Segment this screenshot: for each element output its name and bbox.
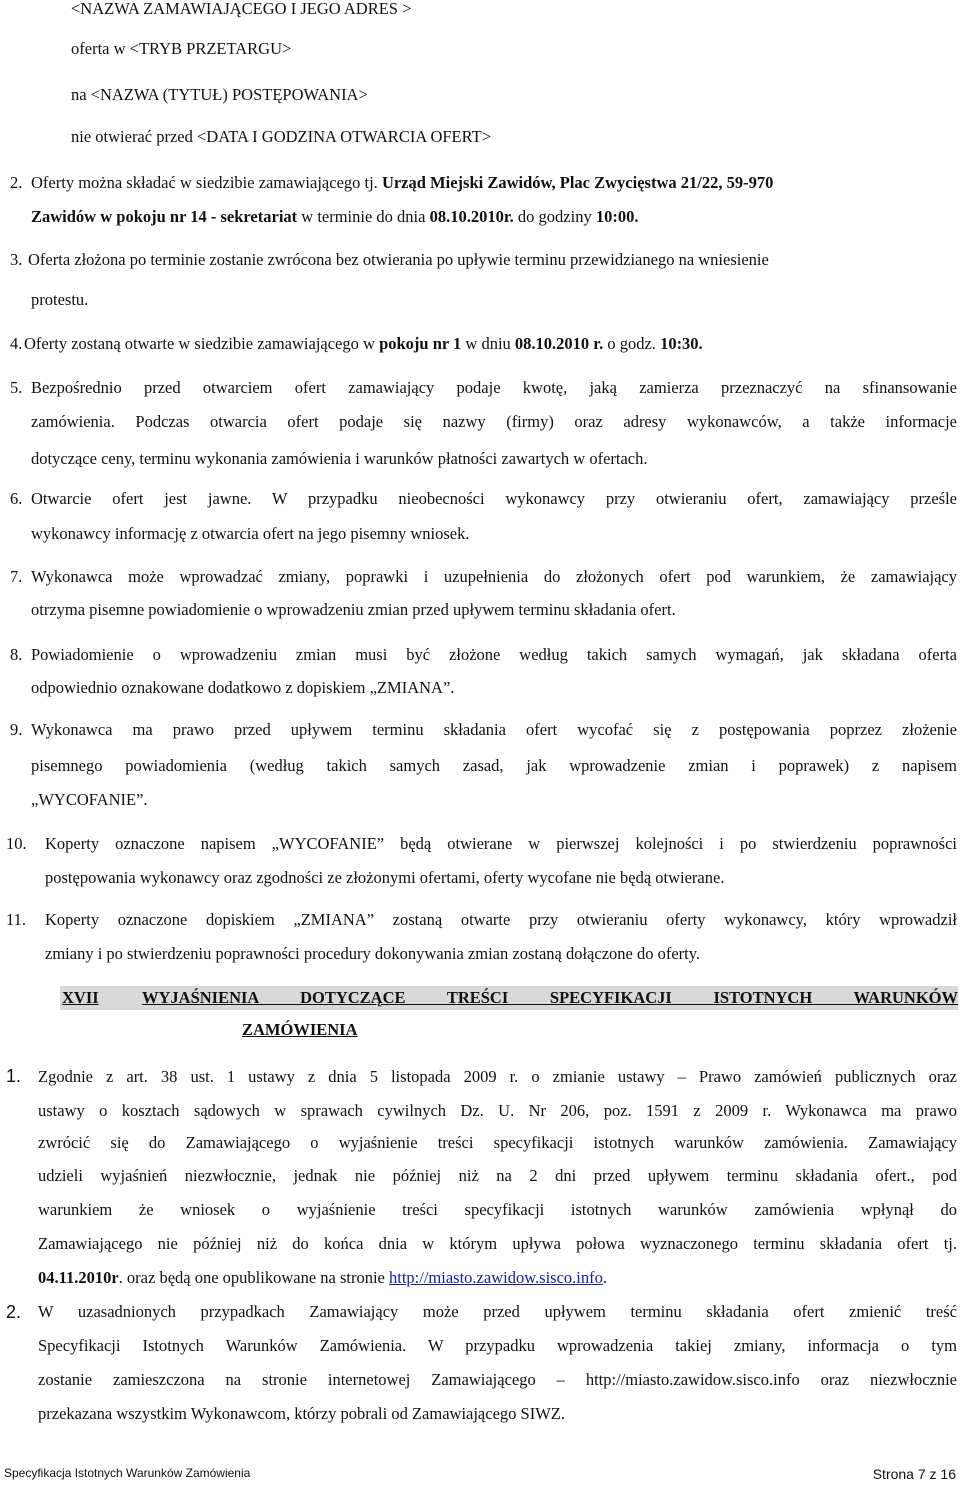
envelope-line-1: <NAZWA ZAMAWIAJĄCEGO I JEGO ADRES > [71, 0, 412, 18]
paragraph-line: Wykonawca może wprowadzać zmiany, poprawki i uzupełnienia do złożonych ofert pod warunkiem, że zamawiający [31, 567, 957, 586]
website-link[interactable]: http://miasto.zawidow.sisco.info [389, 1268, 603, 1287]
paragraph-line: odpowiednio oznakowane dodatkowo z dopiskiem „ZMIANA”. [31, 678, 455, 697]
item-number: 10. [6, 834, 27, 853]
section-title-continued: ZAMÓWIENIA [242, 1020, 358, 1039]
paragraph-line: Zgodnie z art. 38 ust. 1 ustawy z dnia 5 listopada 2009 r. o zmianie ustawy – Prawo zamówień publicznych oraz [38, 1067, 957, 1086]
section-title: WYJAŚNIENIA DOTYCZĄCE TREŚCI SPECYFIKACJI ISTOTNYCH WARUNKÓW [142, 988, 958, 1007]
paragraph-line: wykonawcy informację z otwarcia ofert na jego pisemny wniosek. [31, 524, 470, 543]
item-number: 7. [10, 567, 23, 586]
paragraph-line: warunkiem że wniosek o wyjaśnienie treści specyfikacji istotnych warunków zamówienia wpłynął do [38, 1200, 957, 1219]
item-number: 11. [6, 910, 27, 929]
paragraph-line: Koperty oznaczone dopiskiem „ZMIANA” zostaną otwarte przy otwieraniu oferty wykonawcy, który wprowadził [45, 910, 957, 929]
paragraph-line: Specyfikacji Istotnych Warunków Zamówienia. W przypadku wprowadzenia takiej zmiany, informacja o tym [38, 1336, 957, 1355]
paragraph-line: postępowania wykonawcy oraz zgodności ze złożonymi ofertami, oferty wycofane nie będą otwierane. [45, 868, 725, 887]
paragraph-line: Bezpośrednio przed otwarciem ofert zamawiający podaje kwotę, jaką zamierza przeznaczyć na sfinansowanie [31, 378, 957, 397]
item-number: 5. [10, 378, 23, 397]
paragraph-line: Zamawiającego nie później niż do końca dnia w którym upływa połowa wyznaczonego terminu składania ofert tj. [38, 1234, 957, 1253]
paragraph-line: zamówienia. Podczas otwarcia ofert podaje się nazwy (firmy) oraz adresy wykonawców, a także informacje [31, 412, 957, 431]
paragraph-line: W uzasadnionych przypadkach Zamawiający może przed upływem terminu składania ofert zmienić treść [38, 1302, 957, 1321]
paragraph-line: 04.11.2010r. oraz będą one opublikowane na stronie http://miasto.zawidow.sisco.info. [38, 1268, 607, 1287]
item-number: 1. [6, 1066, 22, 1086]
paragraph-line: dotyczące ceny, terminu wykonania zamówienia i warunków płatności zawartych w ofertach. [31, 449, 648, 468]
item-number: 2. [10, 173, 23, 192]
paragraph-line: „WYCOFANIE”. [31, 790, 148, 809]
paragraph-line: udzieli wyjaśnień niezwłocznie, jednak nie później niż na 2 dni przed upływem terminu składania ofert., pod [38, 1166, 957, 1185]
paragraph-line: Wykonawca ma prawo przed upływem terminu składania ofert wycofać się z postępowania poprzez złożenie [31, 720, 957, 739]
paragraph-line: Oferty zostaną otwarte w siedzibie zamawiającego w pokoju nr 1 w dniu 08.10.2010 r. o godz. 10:30. [24, 334, 703, 353]
paragraph-line: pisemnego powiadomienia (według takich samych zasad, jak wprowadzenie zmian i poprawek) z napisem [31, 756, 957, 775]
item-number: 6. [10, 489, 23, 508]
item-number: 9. [10, 720, 23, 739]
paragraph-line: zwrócić się do Zamawiającego o wyjaśnienie treści specyfikacji istotnych warunków zamówienia. Zamawiający [38, 1133, 957, 1152]
paragraph-line: protestu. [31, 290, 89, 309]
section-number: XVII [62, 988, 99, 1007]
paragraph-line: Oferta złożona po terminie zostanie zwrócona bez otwierania po upływie terminu przewidzianego na wniesienie [28, 250, 769, 269]
paragraph-line: zostanie zamieszczona na stronie internetowej Zamawiającego – http://miasto.zawidow.sisco.info oraz niezwłocznie [38, 1370, 957, 1389]
paragraph-line: Otwarcie ofert jest jawne. W przypadku nieobecności wykonawcy przy otwieraniu ofert, zamawiający prześle [31, 489, 957, 508]
paragraph-line: przekazana wszystkim Wykonawcom, którzy pobrali od Zamawiającego SIWZ. [38, 1404, 565, 1423]
paragraph-line: Oferty można składać w siedzibie zamawiającego tj. Urząd Miejski Zawidów, Plac Zwycięstwa 21/22, 59-970 [31, 173, 774, 192]
item-number: 4. [10, 334, 23, 353]
envelope-line-4: nie otwierać przed <DATA I GODZINA OTWARCIA OFERT> [71, 127, 492, 146]
footer-document-title: Specyfikacja Istotnych Warunków Zamówienia [4, 1466, 251, 1480]
item-number: 3. [10, 250, 23, 269]
paragraph-line: Koperty oznaczone napisem „WYCOFANIE” będą otwierane w pierwszej kolejności i po stwierdzeniu poprawności [45, 834, 957, 853]
item-number: 8. [10, 645, 23, 664]
paragraph-line: Zawidów w pokoju nr 14 - sekretariat w terminie do dnia 08.10.2010r. do godziny 10:00. [31, 207, 639, 226]
paragraph-line: zmiany i po stwierdzeniu poprawności procedury dokonywania zmian zostaną dołączone do oferty. [45, 944, 701, 963]
envelope-line-2: oferta w <TRYB PRZETARGU> [71, 39, 292, 58]
footer-page-number: Strona 7 z 16 [872, 1466, 956, 1482]
paragraph-line: ustawy o kosztach sądowych w sprawach cywilnych Dz. U. Nr 206, poz. 1591 z 2009 r. Wykonawca ma prawo [38, 1101, 957, 1120]
item-number: 2. [6, 1302, 22, 1322]
paragraph-line: Powiadomienie o wprowadzeniu zmian musi być złożone według takich samych wymagań, jak składana oferta [31, 645, 957, 664]
paragraph-line: otrzyma pisemne powiadomienie o wprowadzeniu zmian przed upływem terminu składania ofert. [31, 600, 676, 619]
envelope-line-3: na <NAZWA (TYTUŁ) POSTĘPOWANIA> [71, 85, 368, 104]
